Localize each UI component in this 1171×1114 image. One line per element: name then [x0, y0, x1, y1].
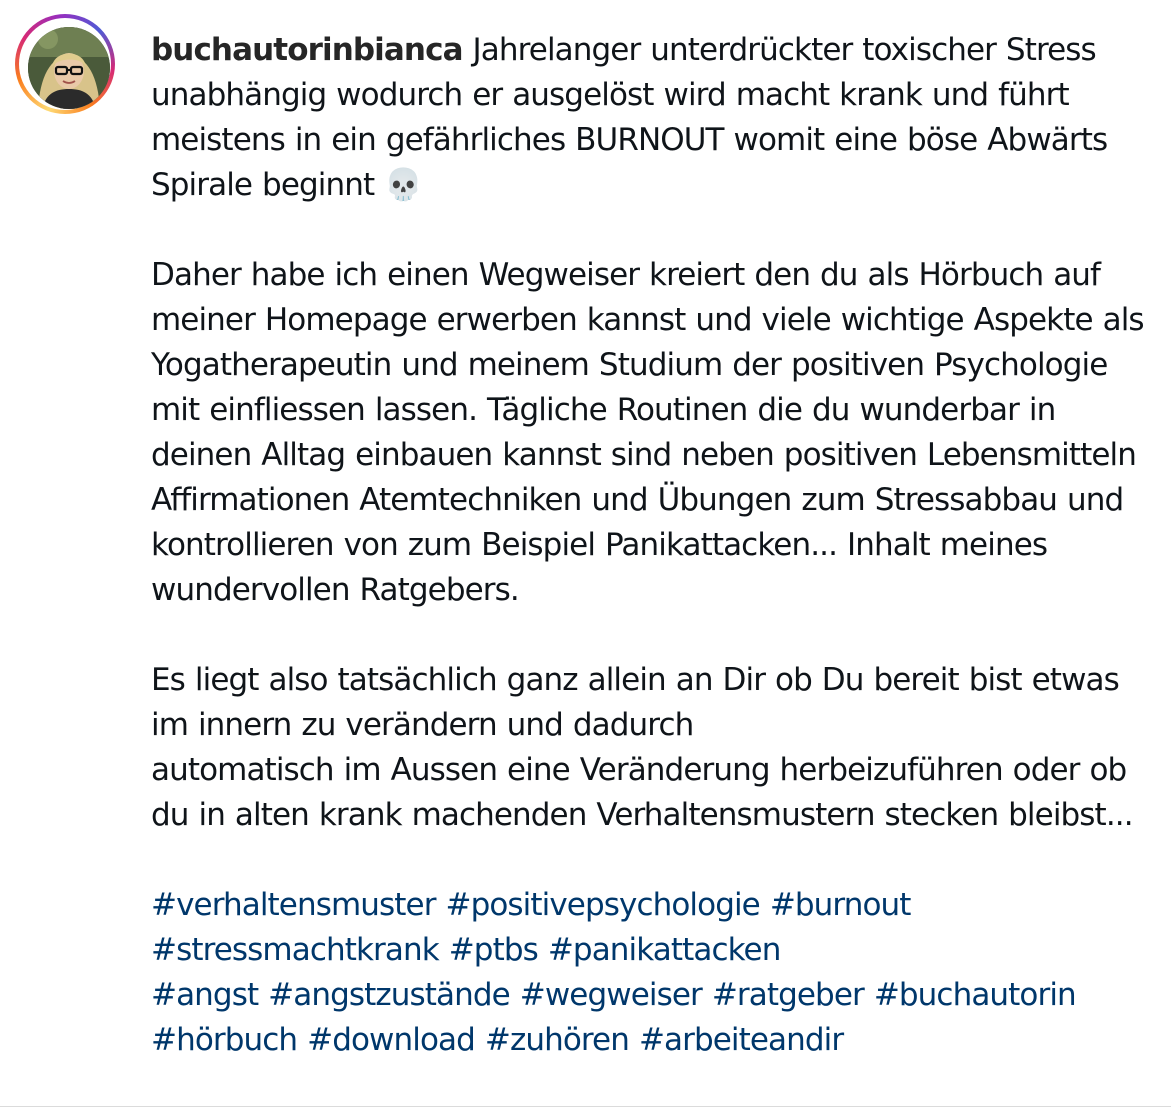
hashtag-link[interactable]: #wegweiser: [519, 977, 702, 1013]
caption-paragraph-2: Daher habe ich einen Wegweiser kreiert den du als Hörbuch auf meiner Homepage erwerben kannst und viele wichtige Aspekte als Yogatherapeutin und meinem Studium der positiven Psychologie mit einfliessen lassen. Tägliche Routinen die du wunderbar in deinen Alltag einbauen kannst sind neben positiven Lebensmitteln Affirmationen Atemtechniken und Übungen zum Stressabbau und kontrollieren von zum Beispiel Panikattacken... Inhalt meines wundervollen Ratgebers.: [151, 257, 1144, 608]
hashtag-link[interactable]: #ratgeber: [711, 977, 864, 1013]
caption-text: [151, 28, 1161, 1063]
caption-paragraph-3-line-1: Es liegt also tatsächlich ganz allein an Dir ob Du bereit bist etwas im innern zu verändern und dadurch: [151, 662, 1119, 743]
hashtag-link[interactable]: #angstzustände: [268, 977, 510, 1013]
hashtag-link[interactable]: #zuhören: [484, 1022, 629, 1058]
caption-paragraph-1-text: Jahrelanger unterdrückter toxischer Stress unabhängig wodurch er ausgelöst wird macht krank und führt meistens in ein gefährliches BURNOUT womit eine böse Abwärts Spirale beginnt 💀: [151, 32, 1108, 203]
username-link[interactable]: buchautorinbianca: [151, 32, 463, 68]
hashtag-block: [151, 883, 1161, 1063]
hashtag-link[interactable]: #stressmachtkrank: [151, 932, 439, 968]
avatar[interactable]: [28, 27, 110, 109]
hashtag-link[interactable]: #burnout: [769, 887, 911, 923]
hashtag-link[interactable]: #positivepsychologie: [445, 887, 760, 923]
hashtag-link[interactable]: #download: [307, 1022, 475, 1058]
hashtag-link[interactable]: #ptbs: [448, 932, 538, 968]
avatar-border: [19, 18, 111, 110]
hashtag-link[interactable]: #angst: [151, 977, 259, 1013]
hashtag-link[interactable]: #panikattacken: [547, 932, 781, 968]
profile-photo-icon: [28, 27, 110, 109]
hashtag-link[interactable]: #verhaltensmuster: [151, 887, 436, 923]
hashtag-link[interactable]: #hörbuch: [151, 1022, 298, 1058]
caption-paragraph-3-line-2: automatisch im Aussen eine Veränderung herbeizuführen oder ob du in alten krank machenden Verhaltensmustern stecken bleibst...: [151, 752, 1133, 833]
hashtag-link[interactable]: #arbeiteandir: [638, 1022, 844, 1058]
divider: [0, 1106, 1171, 1107]
hashtag-link[interactable]: #buchautorin: [873, 977, 1076, 1013]
story-ring[interactable]: [15, 14, 115, 114]
caption-paragraph-1: [151, 28, 1161, 208]
